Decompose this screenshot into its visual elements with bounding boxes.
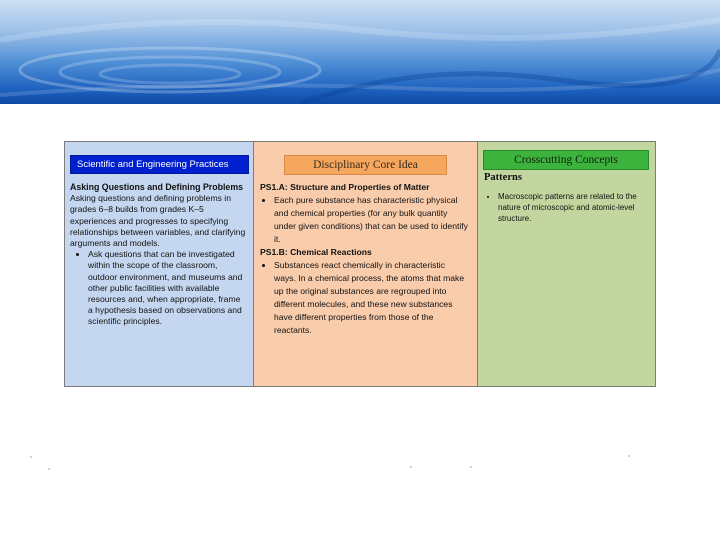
header-banner xyxy=(0,0,720,104)
wave-pattern xyxy=(0,0,720,104)
speck xyxy=(410,466,412,468)
standards-table xyxy=(64,141,656,387)
speck xyxy=(30,456,32,458)
core-bullet-list xyxy=(260,259,469,337)
core-bullet: • Substances react chemically in characteristic ways. In a chemical process, the atoms that make up the original substances are regrouped into different molecules, and these new substances have different properties from those of the reactants. xyxy=(274,259,469,337)
crosscutting-header: Crosscutting Concepts xyxy=(483,150,649,170)
practices-bullet: • Ask questions that can be investigated within the scope of the classroom, outdoor environment, and museums and other public facilities with available resources and, when appropriate, frame a hypothesis based on observations and scientific principles. xyxy=(88,249,247,327)
core-bullet: • Each pure substance has characteristic physical and chemical properties (for any bulk quantity under given conditions) that can be used to identify it. xyxy=(274,194,469,246)
speck xyxy=(628,455,630,457)
practices-header: Scientific and Engineering Practices xyxy=(70,155,249,174)
practices-intro: Asking questions and defining problems in grades 6–8 builds from grades K–5 experiences and progresses to specifying relationships between variables, and clarifying arguments and models. xyxy=(70,193,246,249)
crosscutting-body xyxy=(478,170,655,224)
core-bullet-list xyxy=(260,194,469,246)
practices-bullet-list xyxy=(70,249,247,327)
crosscutting-bullet-list xyxy=(484,191,647,224)
speck xyxy=(470,466,472,468)
crosscutting-column xyxy=(478,142,655,386)
core-idea-column xyxy=(254,142,478,386)
core-section-heading: PS1.B: Chemical Reactions xyxy=(260,247,372,257)
core-idea-body xyxy=(254,175,477,337)
crosscutting-heading: Patterns xyxy=(484,172,522,183)
core-section-heading: PS1.A: Structure and Properties of Matter xyxy=(260,182,430,192)
practices-heading: Asking Questions and Defining Problems xyxy=(70,182,244,192)
speck xyxy=(48,468,50,470)
practices-body xyxy=(65,174,253,328)
crosscutting-bullet: • Macroscopic patterns are related to the nature of microscopic and atomic-level structure. xyxy=(498,191,647,224)
core-idea-header: Disciplinary Core Idea xyxy=(284,155,447,175)
practices-column xyxy=(65,142,254,386)
